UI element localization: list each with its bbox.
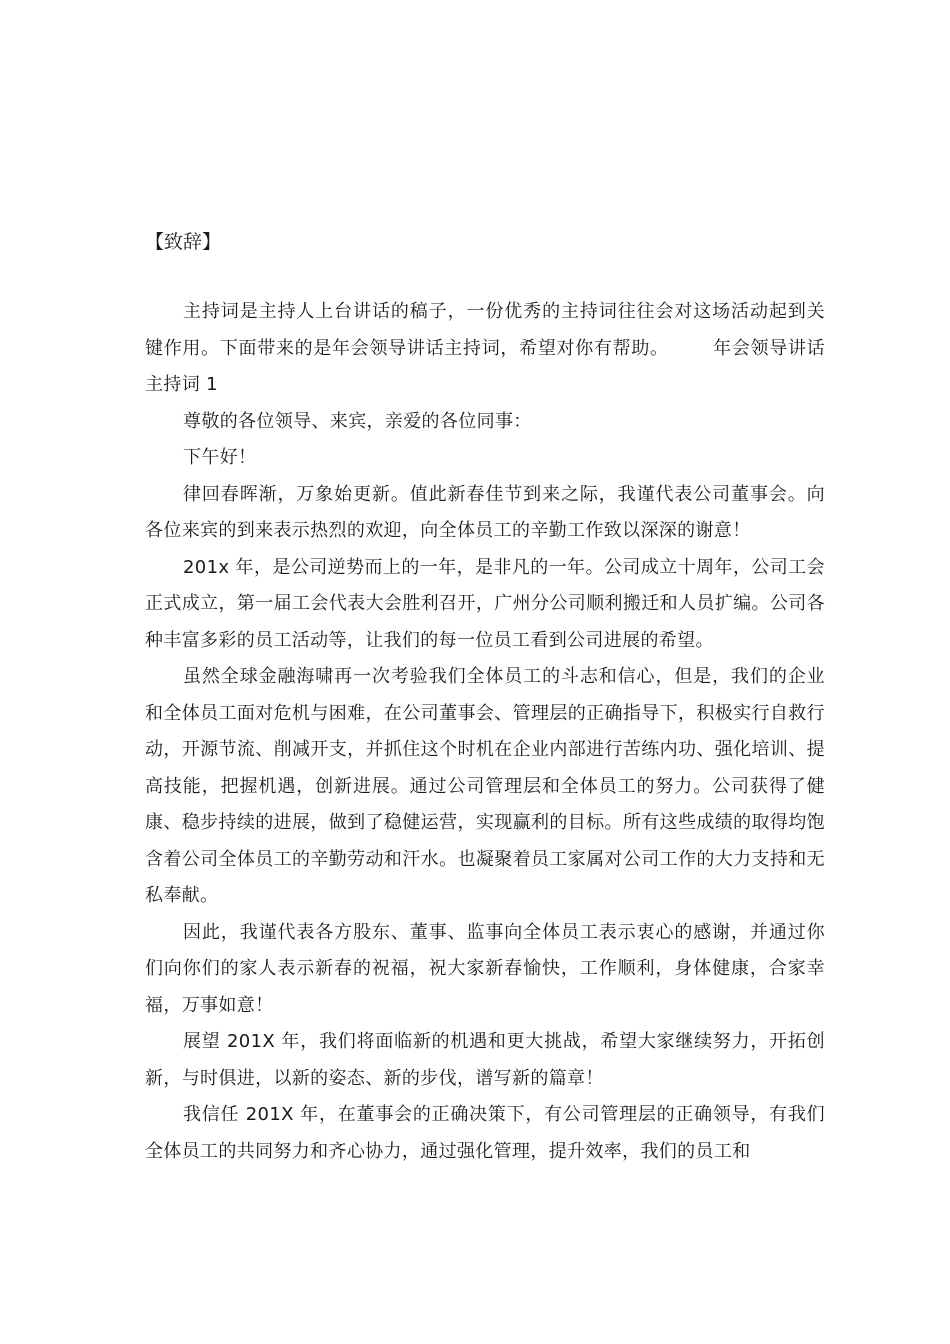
paragraph-year-review: 201x 年，是公司逆势而上的一年，是非凡的一年。公司成立十周年，公司工会正式成立，第一届工会代表大会胜利召开，广州分公司顺利搬迁和人员扩编。公司各种丰富多彩的员工活动等，让我们的每一位员工看到公司进展的希望。 (145, 556, 825, 651)
speech-subtitle: 年会领导讲话主持词 1 (145, 337, 825, 395)
document-body (145, 294, 825, 1170)
paragraph-greeting: 下午好！ (183, 447, 257, 468)
paragraph-welcome: 律回春晖渐，万象始更新。值此新春佳节到来之际，我谨代表公司董事会。向各位来宾的到来表示热烈的欢迎，向全体员工的辛勤工作致以深深的谢意！ (145, 483, 825, 541)
paragraph-confidence: 我信任 201X 年，在董事会的正确决策下，有公司管理层的正确领导，有我们全体员工的共同努力和齐心协力，通过强化管理，提升效率，我们的员工和 (145, 1104, 825, 1162)
intro-text: 主持词是主持人上台讲话的稿子，一份优秀的主持词往往会对这场活动起到关键作用。下面带来的是年会领导讲话主持词，希望对你有帮助。 (145, 301, 825, 359)
paragraph-salutation: 尊敬的各位领导、来宾，亲爱的各位同事： (183, 410, 532, 432)
document-heading: 【致辞】 (145, 231, 222, 253)
intro-paragraph (145, 294, 825, 404)
paragraph-thanks: 因此，我谨代表各方股东、董事、监事向全体员工表示衷心的感谢，并通过你们向你们的家人表示新春的祝福，祝大家新春愉快，工作顺利，身体健康，合家幸福，万事如意！ (145, 921, 825, 1016)
paragraph-crisis: 虽然全球金融海啸再一次考验我们全体员工的斗志和信心，但是，我们的企业和全体员工面对危机与困难，在公司董事会、管理层的正确指导下，积极实行自救行动，开源节流、削减开支，并抓住这个时机在企业内部进行苦练内功、强化培训、提高技能，把握机遇，创新进展。通过公司管理层和全体员工的努力。公司获得了健康、稳步持续的进展，做到了稳健运营，实现赢利的目标。所有这些成绩的取得均饱含着公司全体员工的辛勤劳动和汗水。也凝聚着员工家属对公司工作的大力支持和无私奉献。 (145, 666, 825, 906)
paragraph-outlook: 展望 201X 年，我们将面临新的机遇和更大挑战，希望大家继续努力，开拓创新，与时俱进，以新的姿态、新的步伐，谱写新的篇章！ (145, 1031, 825, 1089)
